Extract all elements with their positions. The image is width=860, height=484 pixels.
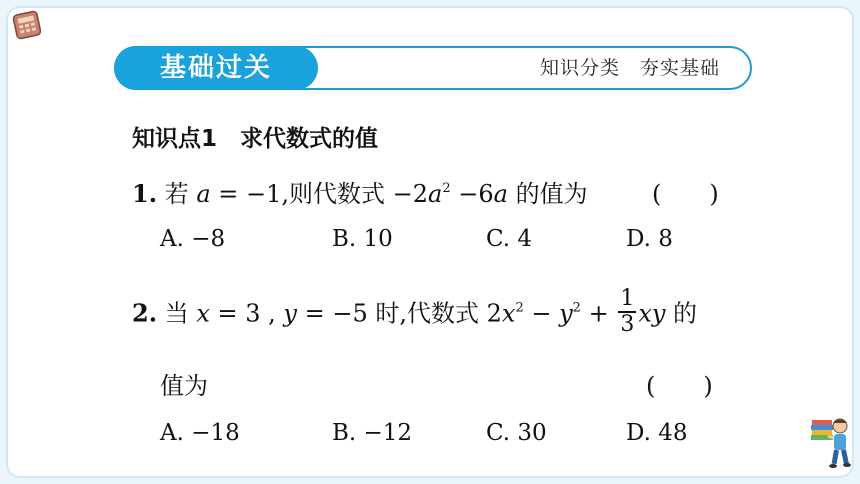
q1-var: a bbox=[196, 180, 211, 208]
kid-carrying-books-icon bbox=[808, 414, 852, 476]
knowledge-point-heading bbox=[132, 120, 378, 153]
q1-text: = −1,则代数式 −2 bbox=[210, 180, 429, 208]
question-2-stem-line2: 值为 bbox=[160, 372, 208, 400]
fraction-one-third bbox=[618, 287, 636, 337]
q2-var: y bbox=[283, 299, 297, 328]
q2-var: x bbox=[196, 299, 210, 328]
q1-option-c[interactable]: C. 4 bbox=[486, 226, 533, 252]
question-2-stem bbox=[132, 286, 698, 340]
banner-subtitle: 知识分类 夯实基础 bbox=[539, 57, 720, 79]
banner-title: 基础过关 bbox=[114, 46, 318, 90]
q1-option-b[interactable]: B. 10 bbox=[332, 226, 393, 252]
q2-text: = −5 时,代数式 2 bbox=[296, 299, 502, 328]
q2-text: 当 bbox=[164, 299, 197, 328]
question-1-answer-blank[interactable]: ( ) bbox=[652, 180, 719, 208]
q2-exponent: 2 bbox=[515, 300, 524, 316]
q2-text: 的 bbox=[665, 299, 698, 328]
q2-var: y bbox=[559, 299, 573, 328]
q2-text: − bbox=[523, 299, 560, 328]
knowledge-point-title: 求代数式的值 bbox=[240, 126, 379, 152]
question-2-answer-blank[interactable]: ( ) bbox=[646, 372, 713, 400]
q1-text: −6 bbox=[450, 180, 494, 208]
q2-var: xy bbox=[638, 299, 666, 328]
fraction-numerator: 1 bbox=[620, 286, 635, 311]
q2-option-b[interactable]: B. −12 bbox=[332, 420, 413, 446]
q1-var: a bbox=[428, 180, 443, 208]
q1-exponent: 2 bbox=[442, 181, 451, 196]
question-1-number: 1. bbox=[132, 179, 158, 208]
q2-option-a[interactable]: A. −18 bbox=[160, 420, 240, 446]
q1-text: 若 bbox=[164, 180, 189, 208]
q2-text: + bbox=[580, 299, 617, 328]
fraction-denominator: 3 bbox=[620, 312, 635, 337]
q2-option-c[interactable]: C. 30 bbox=[486, 420, 547, 446]
q2-option-d[interactable]: D. 48 bbox=[626, 420, 688, 446]
calculator-icon bbox=[12, 10, 42, 40]
knowledge-point-label: 知识点1 bbox=[132, 126, 218, 152]
q1-option-a[interactable]: A. −8 bbox=[160, 226, 226, 252]
q2-exponent: 2 bbox=[572, 300, 581, 316]
q2-text: = 3 , bbox=[209, 299, 284, 328]
q2-var: x bbox=[501, 299, 516, 328]
question-2-number: 2. bbox=[132, 298, 158, 328]
question-1-stem bbox=[132, 174, 588, 209]
section-banner bbox=[114, 46, 750, 90]
q1-var: a bbox=[493, 180, 508, 208]
q1-text: 的值为 bbox=[507, 180, 588, 208]
q1-option-d[interactable]: D. 8 bbox=[626, 226, 673, 252]
